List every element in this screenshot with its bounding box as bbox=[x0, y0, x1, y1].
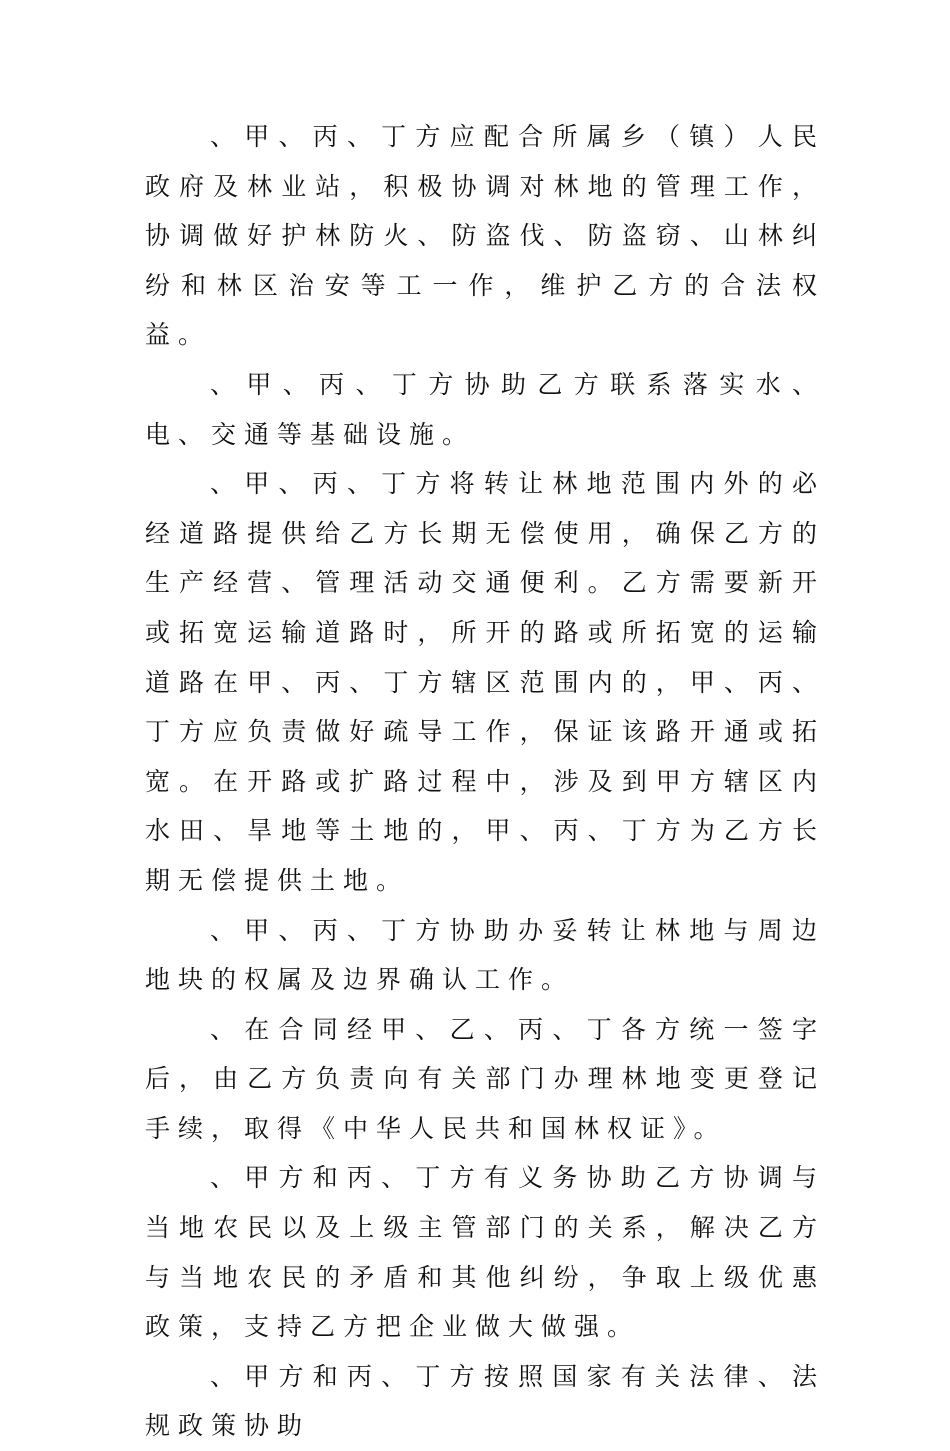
paragraph-boundary-confirmation: 、甲、丙、丁方协助办妥转让林地与周边地块的权属及边界确认工作。 bbox=[145, 915, 825, 995]
paragraph-registration: 、在合同经甲、乙、丙、丁各方统一签字后，由乙方负责向有关部门办理林地变更登记手续，取得《中华人民共和国林权证》。 bbox=[145, 1014, 825, 1143]
document-body bbox=[145, 112, 825, 1451]
paragraph-relations: 、甲方和丙、丁方有义务协助乙方协调与当地农民以及上级主管部门的关系，解决乙方与当地农民的矛盾和其他纠纷，争取上级优惠政策，支持乙方把企业做大做强。 bbox=[145, 1163, 825, 1342]
paragraph-legal-assistance: 、甲方和丙、丁方按照国家有关法律、法规政策协助 bbox=[145, 1361, 825, 1441]
paragraph-road-access: 、甲、丙、丁方将转让林地范围内外的必经道路提供给乙方长期无偿使用，确保乙方的生产经营、管理活动交通便利。乙方需要新开或拓宽运输道路时，所开的路或所拓宽的运输道路在甲、丙、丁方辖区范围内的，甲、丙、丁方应负责做好疏导工作，保证该路开通或拓宽。在开路或扩路过程中，涉及到甲方辖区内水田、旱地等土地的，甲、丙、丁方为乙方长期无偿提供土地。 bbox=[145, 469, 825, 895]
paragraph-forest-management: 、甲、丙、丁方应配合所属乡（镇）人民政府及林业站，积极协调对林地的管理工作，协调做好护林防火、防盗伐、防盗窃、山林纠纷和林区治安等工一作，维护乙方的合法权益。 bbox=[145, 122, 825, 350]
paragraph-infrastructure: 、甲、丙、丁方协助乙方联系落实水、电、交通等基础设施。 bbox=[145, 369, 825, 449]
